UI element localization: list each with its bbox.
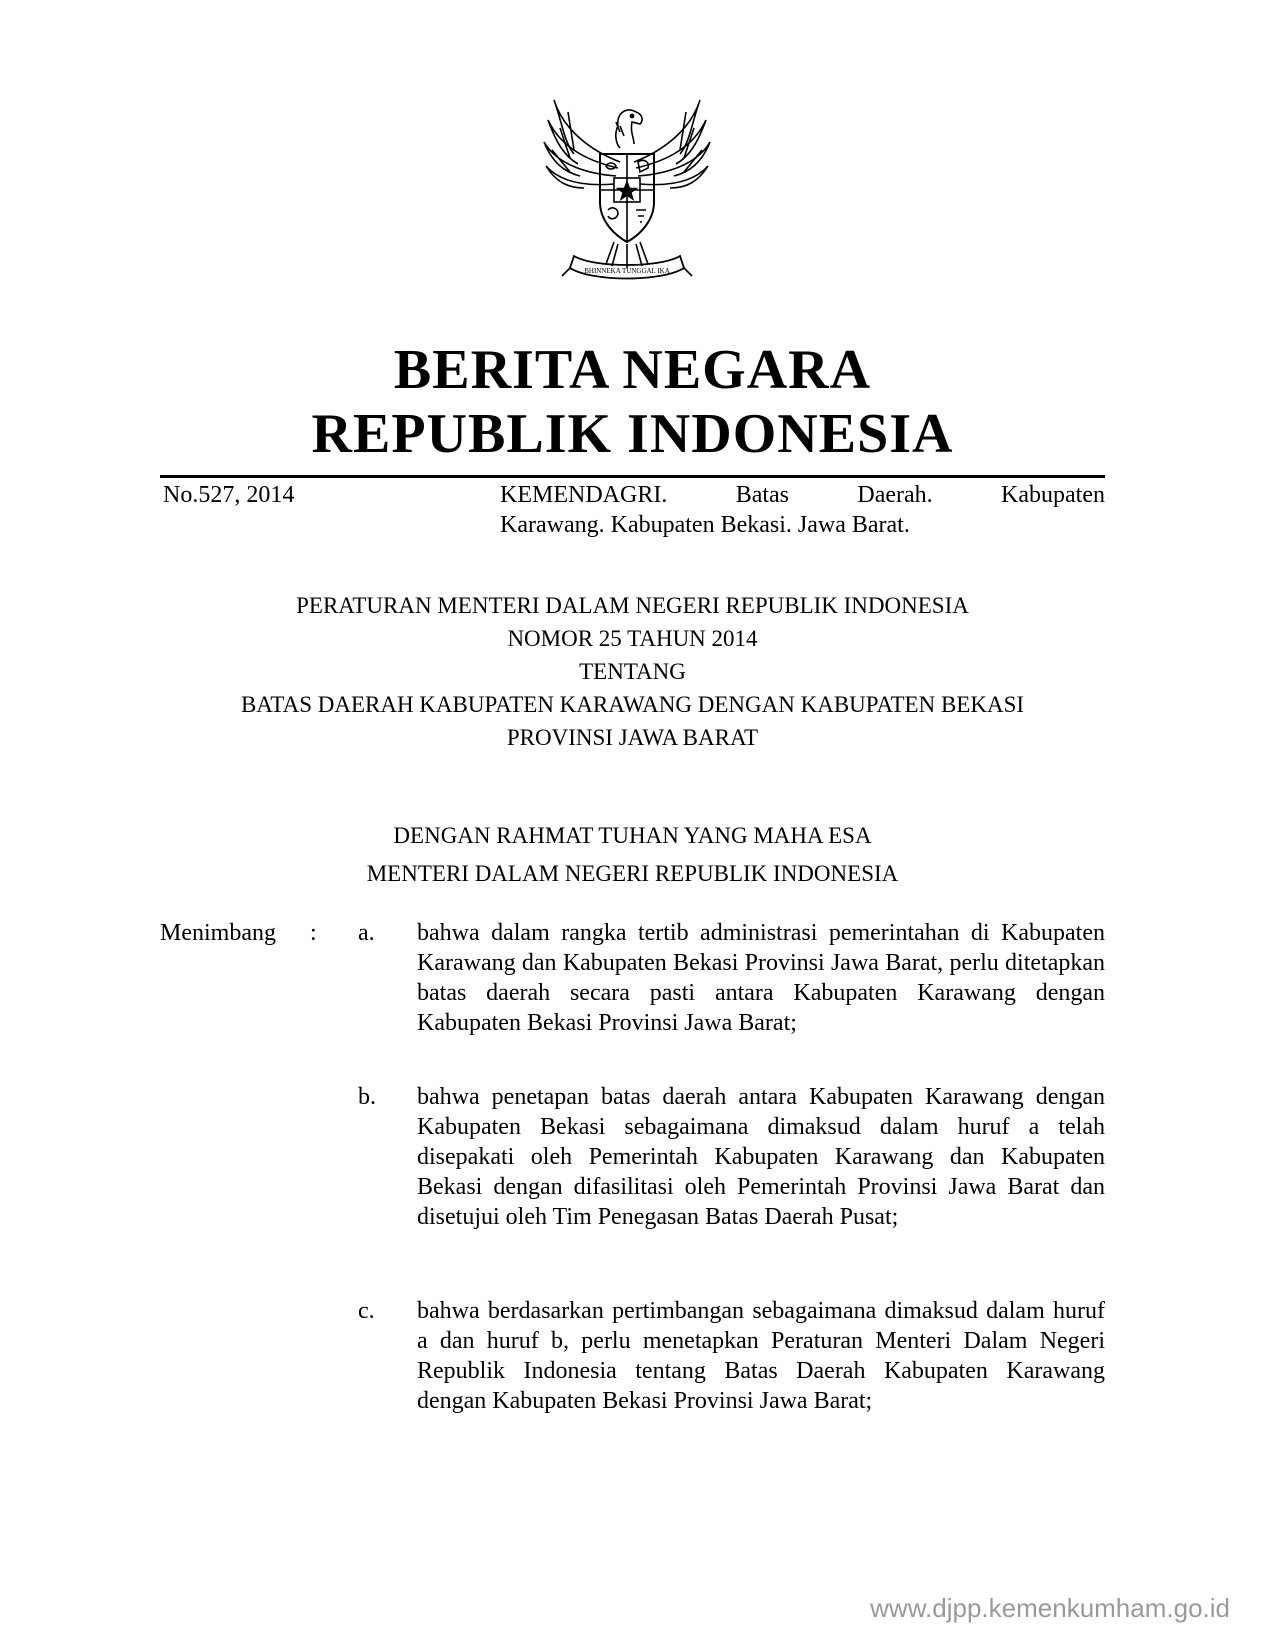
- subject-line-1: KEMENDAGRI. Batas Daerah. Kabupaten: [500, 482, 1105, 508]
- regulation-number-line: NOMOR 25 TAHUN 2014: [507, 626, 758, 651]
- website-watermark: www.djpp.kemenkumham.go.id: [870, 1593, 1230, 1623]
- subject-line-2: Karawang. Kabupaten Bekasi. Jawa Barat.: [500, 512, 910, 538]
- garuda-emblem-icon: [534, 92, 720, 292]
- header-divider: [160, 475, 1105, 478]
- regulation-title-line: PERATURAN MENTERI DALAM NEGERI REPUBLIK INDONESIA: [296, 593, 969, 618]
- considering-label: Menimbang: [160, 920, 276, 946]
- item-text: bahwa berdasarkan pertimbangan sebagaimana dimaksud dalam huruf a dan huruf b, perlu menetapkan Peraturan Menteri Dalam Negeri Republik Indonesia tentang Batas Daerah Kabupaten Karawang dengan Kabupaten Bekasi Provinsi Jawa Barat;: [417, 1298, 1105, 1414]
- considering-colon: :: [310, 920, 317, 946]
- regulation-subject-line: BATAS DAERAH KABUPATEN KARAWANG DENGAN KABUPATEN BEKASI: [240, 692, 1025, 717]
- regulation-about-line: TENTANG: [579, 659, 686, 684]
- regulation-province-line: PROVINSI JAWA BARAT: [506, 725, 759, 750]
- opening-formula: [160, 817, 1105, 893]
- item-letter: b.: [358, 1084, 376, 1110]
- item-letter: a.: [358, 920, 375, 946]
- opening-line-2: MENTERI DALAM NEGERI REPUBLIK INDONESIA: [366, 861, 899, 886]
- item-text: bahwa penetapan batas daerah antara Kabupaten Karawang dengan Kabupaten Bekasi sebagaimana dimaksud dalam huruf a telah disepakati oleh Pemerintah Kabupaten Karawang dan Kabupaten Bekasi dengan difasilitasi oleh Pemerintah Provinsi Jawa Barat dan disetujui oleh Tim Penegasan Batas Daerah Pusat;: [417, 1084, 1105, 1230]
- gazette-subject: [500, 480, 1105, 540]
- item-text: bahwa dalam rangka tertib administrasi pemerintahan di Kabupaten Karawang dan Kabupaten Bekasi Provinsi Jawa Barat, perlu ditetapkan batas daerah secara pasti antara Kabupaten Karawang dengan Kabupaten Bekasi Provinsi Jawa Barat;: [417, 920, 1105, 1036]
- item-letter: c.: [358, 1298, 375, 1324]
- gazette-number: No.527, 2014: [163, 482, 295, 508]
- emblem-motto: BHINNEKA TUNGGAL IKA: [584, 267, 670, 275]
- gazette-masthead: [160, 338, 1105, 466]
- masthead-line-1: BERITA NEGARA: [393, 339, 872, 401]
- masthead-line-2: REPUBLIK INDONESIA: [311, 403, 954, 465]
- opening-line-1: DENGAN RAHMAT TUHAN YANG MAHA ESA: [393, 823, 872, 848]
- regulation-title: [160, 589, 1105, 754]
